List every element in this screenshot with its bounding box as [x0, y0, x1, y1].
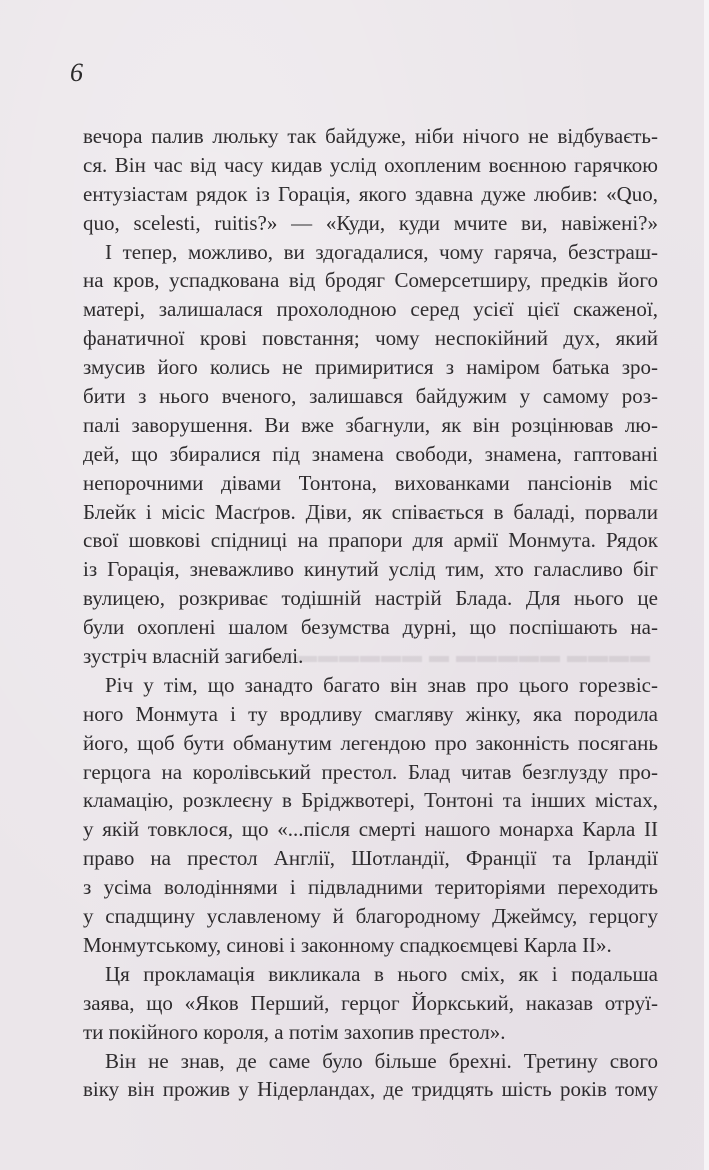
body-text — [83, 122, 658, 1104]
text-line: змусив його колись не примиритися з наміром батька зро- — [83, 355, 658, 380]
text-line: герцога на королівський престол. Блад читав безглузду про- — [83, 759, 658, 784]
text-line: з усіма володіннями і підвладними територіями переходить — [83, 875, 658, 900]
bleed-through-text: ▬▬▬▬ ▬▬▬▬▬ ▬ ▬▬▬▬▬▬ ▬ — [269, 645, 650, 667]
text-line: матері, залишалася прохолодною серед усієї цієї скаженої, — [83, 297, 658, 322]
paragraph — [83, 960, 658, 1047]
text-line: палі заворушення. Ви вже збагнули, як він розцінював лю- — [83, 412, 658, 437]
text-line: ти покійного короля, а потім захопив престол». — [83, 1019, 506, 1044]
paragraph — [83, 122, 658, 238]
text-line: дей, що збиралися під знамена свободи, знамена, гаптовані — [83, 441, 658, 466]
text-line: кламацію, розклеєну в Бріджвотері, Тонтоні та інших містах, — [83, 788, 658, 813]
text-line: його, щоб бути обманутим легендою про законність посягань — [83, 730, 658, 755]
page-edge — [704, 0, 709, 1170]
text-line: свої шовкові спідниці на прапори для армії Монмута. Рядок — [83, 528, 658, 553]
text-line: заява, що «Яков Перший, герцог Йоркський, наказав отруї- — [83, 990, 658, 1015]
text-line: віку він прожив у Нідерландах, де тридцять шість років тому — [83, 1077, 658, 1102]
text-line: у якій товклося, що «...після смерті нашого монарха Карла II — [83, 817, 658, 842]
paragraph — [83, 671, 658, 960]
text-line: вулицею, розкриває тодішній настрій Блада. Для нього це — [83, 586, 658, 611]
text-line: на кров, успадкована від бродяг Сомерсетширу, предків його — [83, 268, 658, 293]
paragraph — [83, 238, 658, 671]
paragraph — [83, 1047, 658, 1105]
text-line: Він не знав, де саме було більше брехні. Третину свого — [105, 1048, 658, 1073]
text-line: непорочними дівами Тонтона, вихованками пансіонів міс — [83, 470, 658, 495]
text-line: були охоплені шалом безумства дурні, що поспішають на- — [83, 615, 658, 640]
text-line: ного Монмута і ту вродливу смагляву жінку, яка породила — [83, 701, 658, 726]
text-line: Блейк і місіс Масґров. Діви, як співається в баладі, порвали — [83, 499, 658, 524]
text-line: бити з нього вченого, залишався байдужим у самому роз- — [83, 384, 658, 409]
text-line: quo, scelesti, ruitis?» — «Куди, куди мчите ви, навіжені?» — [83, 210, 658, 235]
text-line: вечора палив люльку так байдуже, ніби нічого не відбуваєть- — [83, 124, 658, 148]
page-number: 6 — [70, 58, 83, 87]
text-line: І тепер, можливо, ви здогадалися, чому гаряча, безстраш- — [105, 239, 658, 264]
text-line: Річ у тім, що занадто багато він знав про цього горезвіс- — [105, 672, 658, 697]
text-line: у спадщину уславленому й благородному Джеймсу, герцогу — [83, 904, 658, 929]
text-line: зустріч власній загибелі. — [83, 644, 304, 669]
text-line: право на престол Англії, Шотландії, Франції та Ірландії — [83, 846, 658, 871]
text-line: із Горація, зневажливо кинутий услід тим, хто галасливо біг — [83, 557, 658, 582]
text-line: ентузіастам рядок із Горація, якого здавна дуже любив: «Quo, — [83, 181, 658, 206]
text-line: Монмутському, синові і законному спадкоємцеві Карла II». — [83, 932, 612, 957]
text-line: ся. Він час від часу кидав услід охопленим воєнною гарячкою — [83, 152, 658, 177]
text-line: Ця прокламація викликала в нього сміх, як і подальша — [105, 961, 658, 986]
text-line: фанатичної крові повстання; чому неспокійний дух, який — [83, 326, 658, 351]
